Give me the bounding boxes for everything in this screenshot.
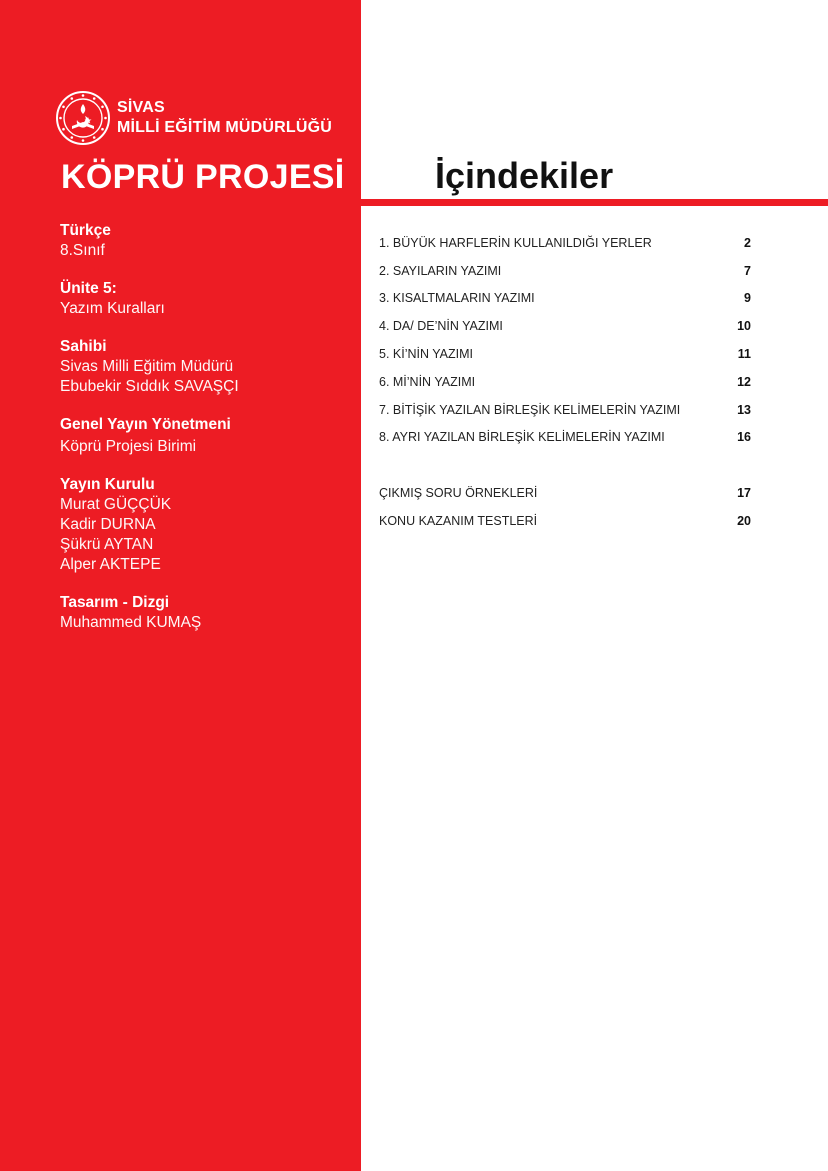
- logo-text: [117, 98, 332, 138]
- credit-value: Ebubekir Sıddık SAVAŞÇI: [60, 378, 239, 395]
- credit-value: Sivas Milli Eğitim Müdürü: [60, 358, 234, 375]
- toc-item-label: ÇIKMIŞ SORU ÖRNEKLERİ: [379, 486, 538, 501]
- toc-item-page: 7: [744, 263, 751, 278]
- credit-heading: Genel Yayın Yönetmeni: [60, 416, 231, 433]
- credits-list: [60, 221, 350, 651]
- project-title: KÖPRÜ PROJESİ: [61, 158, 345, 196]
- sidebar-panel: [0, 0, 361, 1171]
- toc-item-page: 13: [737, 402, 751, 417]
- credit-heading: Sahibi: [60, 338, 107, 355]
- toc-item[interactable]: [379, 424, 751, 452]
- credit-group-design: [60, 593, 350, 633]
- credit-value: Murat GÜÇÇÜK: [60, 496, 172, 513]
- credit-value: Şükrü AYTAN: [60, 536, 154, 553]
- credit-value: Muhammed KUMAŞ: [60, 614, 202, 631]
- toc-item[interactable]: [379, 396, 751, 424]
- toc-item-label: 6. Mİ’NİN YAZIMI: [379, 374, 476, 389]
- toc-item-page: 2: [744, 235, 751, 250]
- title-divider: [361, 199, 828, 206]
- credit-value: Alper AKTEPE: [60, 556, 161, 573]
- credit-group-board: [60, 475, 350, 575]
- table-of-contents: [379, 229, 751, 535]
- ministry-logo: [55, 90, 332, 146]
- toc-item-page: 12: [737, 374, 751, 389]
- ministry-seal-icon: [55, 90, 111, 146]
- toc-item[interactable]: [379, 257, 751, 285]
- toc-item[interactable]: [379, 285, 751, 313]
- toc-item-label: 4. DA/ DE’NİN YAZIMI: [379, 319, 503, 334]
- credit-heading: Türkçe: [60, 222, 111, 239]
- credit-group-unit: [60, 279, 350, 319]
- toc-item-page: 16: [737, 430, 751, 445]
- credit-value: 8.Sınıf: [60, 242, 105, 259]
- credit-group-editor: [60, 415, 350, 457]
- toc-item[interactable]: [379, 312, 751, 340]
- toc-item-label: KONU KAZANIM TESTLERİ: [379, 514, 538, 529]
- toc-item-page: 11: [737, 347, 751, 362]
- toc-title: İçindekiler: [435, 155, 614, 196]
- toc-item[interactable]: [379, 340, 751, 368]
- toc-spacer: [379, 451, 751, 479]
- toc-item-label: 3. KISALTMALARIN YAZIMI: [379, 291, 535, 306]
- toc-item-page: 20: [737, 514, 751, 529]
- toc-item-label: 2. SAYILARIN YAZIMI: [379, 263, 502, 278]
- toc-item-page: 17: [737, 486, 751, 501]
- toc-item-label: 1. BÜYÜK HARFLERİN KULLANILDIĞI YERLER: [379, 235, 652, 250]
- toc-item[interactable]: [379, 368, 751, 396]
- credit-value: Yazım Kuralları: [60, 300, 165, 317]
- credit-group-owner: [60, 337, 350, 397]
- toc-item-label: 8. AYRI YAZILAN BİRLEŞİK KELİMELERİN YAZIMI: [379, 430, 665, 445]
- logo-line-2: MİLLİ EĞİTİM MÜDÜRLÜĞÜ: [117, 119, 333, 136]
- toc-extra-item[interactable]: [379, 507, 751, 535]
- toc-item-label: 7. BİTİŞİK YAZILAN BİRLEŞİK KELİMELERİN YAZIMI: [379, 402, 681, 417]
- credit-heading: Ünite 5:: [60, 280, 117, 297]
- toc-extra-item[interactable]: [379, 479, 751, 507]
- toc-item[interactable]: [379, 229, 751, 257]
- credit-value: Köprü Projesi Birimi: [60, 438, 197, 455]
- toc-item-page: 9: [744, 291, 751, 306]
- credit-value: Kadir DURNA: [60, 516, 156, 533]
- credit-heading: Yayın Kurulu: [60, 476, 155, 493]
- credit-group-subject: [60, 221, 350, 261]
- credit-heading: Tasarım - Dizgi: [60, 594, 170, 611]
- toc-item-page: 10: [737, 319, 751, 334]
- toc-item-label: 5. Kİ’NİN YAZIMI: [379, 347, 474, 362]
- logo-line-1: SİVAS: [117, 99, 165, 116]
